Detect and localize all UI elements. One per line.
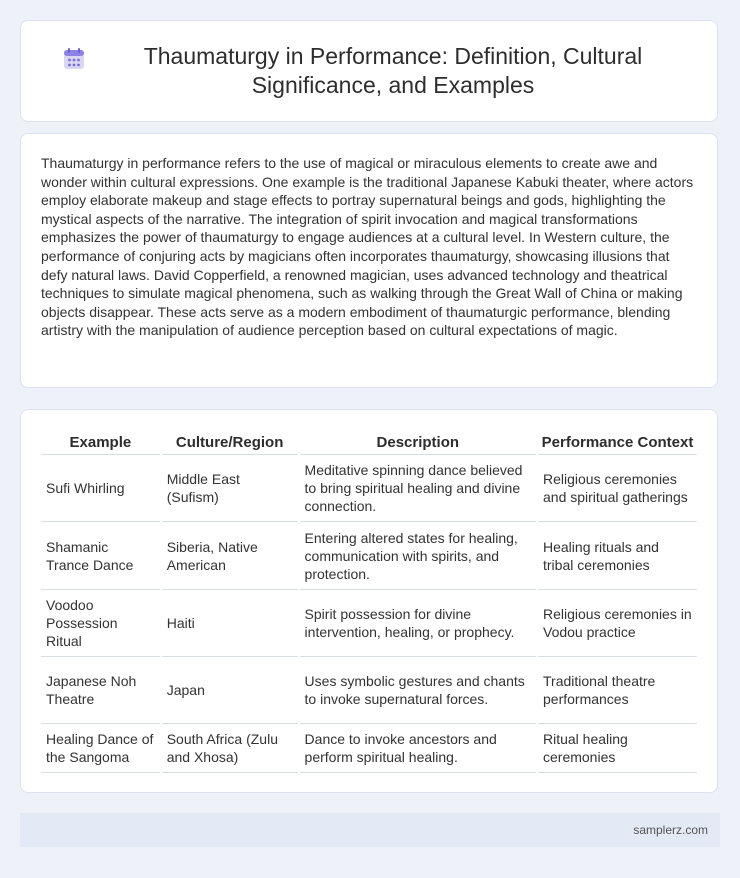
cell-description: Dance to invoke ancestors and perform spiritual healing. (300, 724, 536, 773)
table-card (20, 409, 718, 793)
header-performance-context: Performance Context (538, 432, 697, 455)
title-wrap (21, 42, 717, 100)
cell-description: Uses symbolic gestures and chants to invoke supernatural forces. (300, 657, 536, 724)
title-card (20, 20, 718, 122)
cell-example: Japanese Noh Theatre (41, 657, 160, 724)
cell-culture: South Africa (Zulu and Xhosa) (162, 724, 298, 773)
cell-context: Religious ceremonies and spiritual gatherings (538, 455, 697, 522)
cell-description: Spirit possession for divine intervention, healing, or prophecy. (300, 590, 536, 657)
page-title: Thaumaturgy in Performance: Definition, Cultural Significance, and Examples (143, 43, 643, 98)
cell-context: Religious ceremonies in Vodou practice (538, 590, 697, 657)
table-row (41, 455, 697, 522)
table-row (41, 522, 697, 590)
cell-context: Traditional theatre performances (538, 657, 697, 724)
footer (20, 813, 720, 847)
cell-description: Meditative spinning dance believed to bring spiritual healing and divine connection. (300, 455, 536, 522)
cell-context: Healing rituals and tribal ceremonies (538, 522, 697, 590)
intro-card (20, 133, 718, 388)
cell-culture: Middle East (Sufism) (162, 455, 298, 522)
table-header-row (41, 432, 697, 455)
header-example: Example (41, 432, 160, 455)
cell-culture: Japan (162, 657, 298, 724)
cell-example: Sufi Whirling (41, 455, 160, 522)
cell-description: Entering altered states for healing, communication with spirits, and protection. (300, 522, 536, 590)
table-row (41, 657, 697, 724)
cell-culture: Haiti (162, 590, 298, 657)
cell-example: Shamanic Trance Dance (41, 522, 160, 590)
calendar-document-icon (61, 46, 87, 72)
cell-context: Ritual healing ceremonies (538, 724, 697, 773)
header-description: Description (300, 432, 536, 455)
cell-example: Voodoo Possession Ritual (41, 590, 160, 657)
table-row (41, 590, 697, 657)
footer-site-link[interactable]: samplerz.com (633, 823, 708, 837)
table-row (41, 724, 697, 773)
examples-table (39, 432, 699, 773)
intro-paragraph: Thaumaturgy in performance refers to the use of magical or miraculous elements to create awe and wonder within cultural expressions. One example is the traditional Japanese Kabuki theater, where actors employ elaborate makeup and stage effects to portray supernatural beings and gods, highlighting the mystical aspects of the narrative. The integration of spirit invocation and magical transformations emphasizes the power of thaumaturgy to engage audiences at a cultural level. In Western culture, the performance of conjuring acts by magicians often incorporates thaumaturgy, showcasing illusions that defy natural laws. David Copperfield, a renowned magician, uses advanced technology and theatrical techniques to simulate magical phenomena, such as walking through the Great Wall of China or making objects disappear. These acts serve as a modern embodiment of thaumaturgic performance, blending artistry with the manipulation of audience perception based on cultural expectations of magic. (41, 155, 694, 339)
cell-culture: Siberia, Native American (162, 522, 298, 590)
cell-example: Healing Dance of the Sangoma (41, 724, 160, 773)
header-culture-region: Culture/Region (162, 432, 298, 455)
